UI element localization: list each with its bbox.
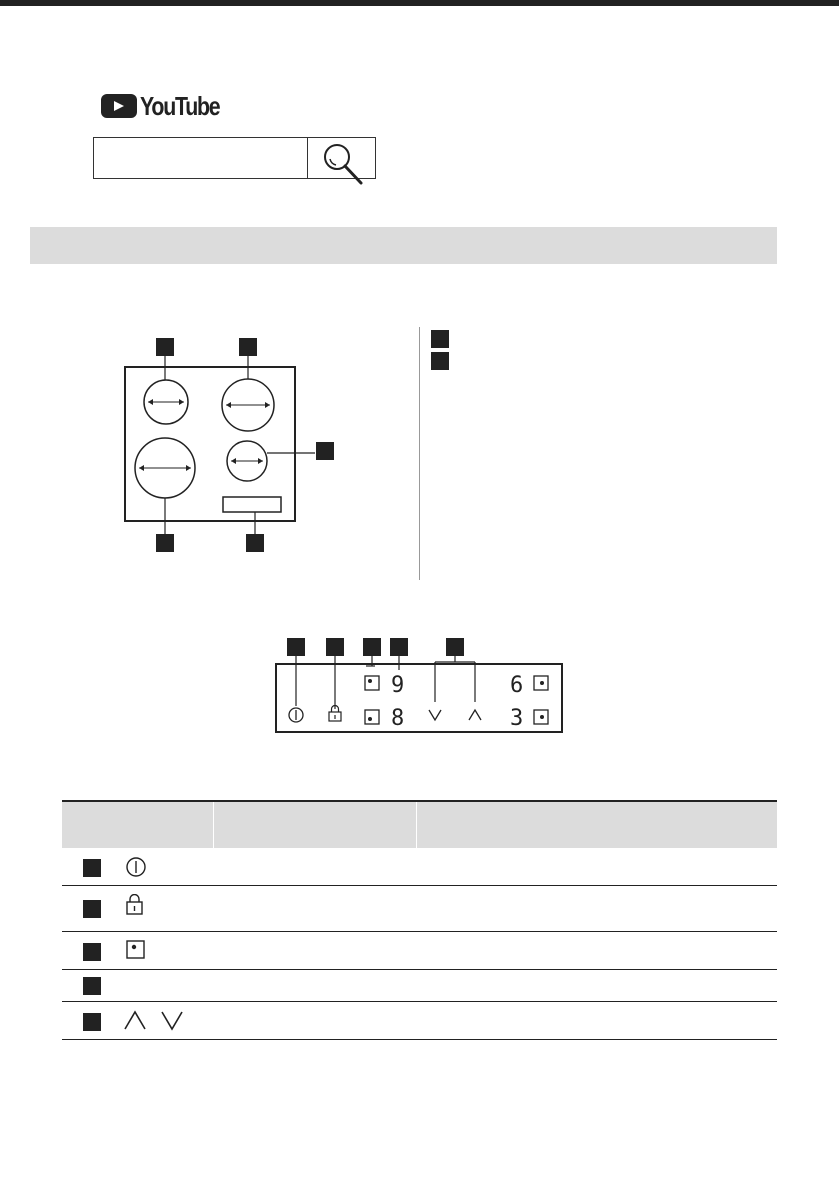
control-panel-strip [223,497,281,512]
youtube-logo[interactable] [101,92,231,122]
row-callout-square [83,977,101,995]
youtube-logo-text: YouTube [140,91,220,121]
callout-square [246,534,264,552]
legend-square [431,352,449,370]
zone-dot-icon [365,676,379,690]
display-digit-bottom-right: 3 [510,706,524,731]
legend-square [431,330,449,348]
row-callout-square [83,943,101,961]
zone-dot-icon [125,939,147,961]
display-digit-top-left: 9 [391,673,405,698]
table-row [62,1002,777,1040]
display-digit-top-right: 6 [510,673,524,698]
column-divider [419,327,420,580]
down-arrow-icon [429,710,441,720]
section-heading-band [30,227,777,264]
table-row [62,932,777,970]
row-callout-square [83,859,101,877]
zone-dot-icon [534,710,548,724]
search-button[interactable] [307,137,377,179]
display-digit-bottom-left: 8 [391,706,405,731]
up-down-arrow-icons [122,1007,192,1033]
callout-square [316,442,334,460]
play-icon [114,101,124,111]
power-icon [125,856,147,878]
callout-square [239,338,257,356]
table-row [62,848,777,886]
search-input[interactable] [94,138,306,178]
control-panel-diagram [270,634,570,744]
power-icon [289,708,303,722]
table-row [62,886,777,932]
zone-dot-icon [365,710,379,724]
up-arrow-icon [469,710,481,720]
search-bar [93,137,376,179]
row-callout-square [83,1013,101,1031]
top-rule [0,0,839,6]
hob-layout-diagram [110,330,470,560]
lock-icon [124,894,146,916]
table-row [62,970,777,1002]
table-header [62,800,777,848]
row-callout-square [83,900,101,918]
callout-square [156,534,174,552]
youtube-play-badge [101,94,137,118]
magnifier-icon [308,137,378,189]
zone-dot-icon [534,676,548,690]
callout-square [156,338,174,356]
